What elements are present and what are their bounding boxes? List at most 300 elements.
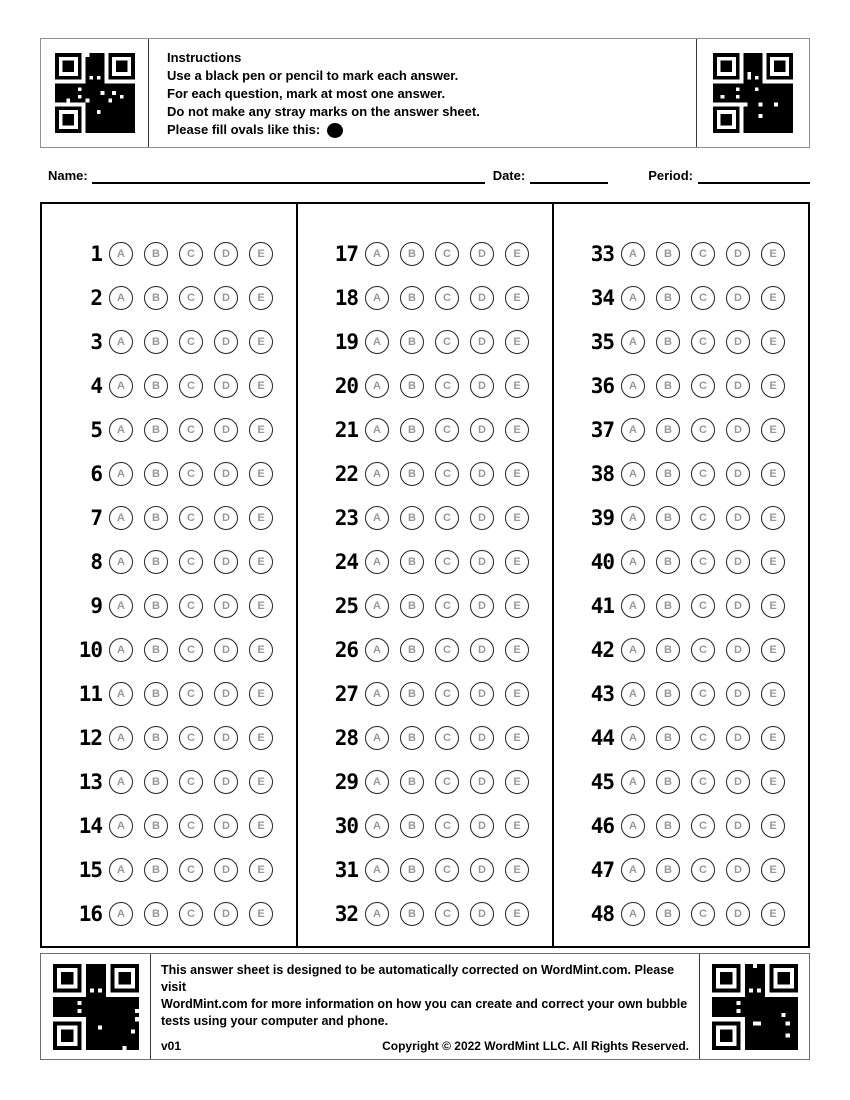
bubble-q29-B[interactable]: [400, 770, 424, 794]
bubble-q34-A[interactable]: [621, 286, 645, 310]
bubble-q45-C[interactable]: [691, 770, 715, 794]
bubble-q19-E[interactable]: [505, 330, 529, 354]
bubble-q38-C[interactable]: [691, 462, 715, 486]
bubble-q22-A[interactable]: [365, 462, 389, 486]
bubble-q43-B[interactable]: [656, 682, 680, 706]
bubble-q7-B[interactable]: [144, 506, 168, 530]
bubble-q48-D[interactable]: [726, 902, 750, 926]
bubble-q17-E[interactable]: [505, 242, 529, 266]
bubble-letter: A: [629, 863, 637, 876]
bubble-q25-B[interactable]: [400, 594, 424, 618]
bubble-q41-D[interactable]: [726, 594, 750, 618]
bubble-q46-E[interactable]: [761, 814, 785, 838]
bubble-q13-B[interactable]: [144, 770, 168, 794]
bubble-q38-A[interactable]: [621, 462, 645, 486]
bubble-q44-B[interactable]: [656, 726, 680, 750]
bubble-q36-A[interactable]: [621, 374, 645, 398]
bubble-q26-B[interactable]: [400, 638, 424, 662]
bubble-q36-B[interactable]: [656, 374, 680, 398]
bubble-letter: B: [664, 819, 672, 832]
bubble-q28-C[interactable]: [435, 726, 459, 750]
bubble-q19-B[interactable]: [400, 330, 424, 354]
bubble-q5-C[interactable]: [179, 418, 203, 442]
bubble-q36-D[interactable]: [726, 374, 750, 398]
bubble-letter: D: [222, 687, 230, 700]
bubble-q26-D[interactable]: [470, 638, 494, 662]
name-field[interactable]: [92, 169, 485, 184]
bubble-q30-B[interactable]: [400, 814, 424, 838]
bubble-q31-E[interactable]: [505, 858, 529, 882]
bubble-q41-B[interactable]: [656, 594, 680, 618]
bubble-letter: A: [373, 819, 381, 832]
bubble-q24-C[interactable]: [435, 550, 459, 574]
bubble-q10-D[interactable]: [214, 638, 238, 662]
bubble-q32-A[interactable]: [365, 902, 389, 926]
bubble-q1-D[interactable]: [214, 242, 238, 266]
bubble-q21-E[interactable]: [505, 418, 529, 442]
bubble-q13-C[interactable]: [179, 770, 203, 794]
bubble-q41-E[interactable]: [761, 594, 785, 618]
bubble-q13-A[interactable]: [109, 770, 133, 794]
bubble-q14-C[interactable]: [179, 814, 203, 838]
bubble-q36-E[interactable]: [761, 374, 785, 398]
bubble-q6-A[interactable]: [109, 462, 133, 486]
bubble-q20-E[interactable]: [505, 374, 529, 398]
bubble-q12-A[interactable]: [109, 726, 133, 750]
question-row-40: [554, 540, 808, 584]
bubble-q13-D[interactable]: [214, 770, 238, 794]
question-number: 18: [334, 286, 358, 310]
bubble-q19-D[interactable]: [470, 330, 494, 354]
date-field[interactable]: [530, 169, 608, 184]
bubble-q46-A[interactable]: [621, 814, 645, 838]
bubble-letter: C: [443, 335, 451, 348]
bubble-q27-B[interactable]: [400, 682, 424, 706]
bubble-q9-D[interactable]: [214, 594, 238, 618]
bubble-q47-B[interactable]: [656, 858, 680, 882]
bubble-q30-E[interactable]: [505, 814, 529, 838]
bubble-q44-D[interactable]: [726, 726, 750, 750]
bubble-q7-D[interactable]: [214, 506, 238, 530]
bubble-q28-D[interactable]: [470, 726, 494, 750]
bubble-q12-D[interactable]: [214, 726, 238, 750]
question-number: 12: [78, 726, 102, 750]
bubble-q31-C[interactable]: [435, 858, 459, 882]
bubble-q24-E[interactable]: [505, 550, 529, 574]
bubble-letter: B: [664, 379, 672, 392]
bubble-q25-C[interactable]: [435, 594, 459, 618]
bubble-q4-D[interactable]: [214, 374, 238, 398]
bubble-letter: C: [699, 687, 707, 700]
bubble-q47-C[interactable]: [691, 858, 715, 882]
bubble-q25-D[interactable]: [470, 594, 494, 618]
bubble-q46-D[interactable]: [726, 814, 750, 838]
bubble-q10-E[interactable]: [249, 638, 273, 662]
bubble-q39-B[interactable]: [656, 506, 680, 530]
bubble-q11-D[interactable]: [214, 682, 238, 706]
bubble-letter: C: [187, 379, 195, 392]
bubble-q41-C[interactable]: [691, 594, 715, 618]
bubble-q33-E[interactable]: [761, 242, 785, 266]
bubble-q1-C[interactable]: [179, 242, 203, 266]
bubble-letter: A: [373, 687, 381, 700]
bubble-q14-A[interactable]: [109, 814, 133, 838]
bubble-q1-A[interactable]: [109, 242, 133, 266]
footer-line-3: tests using your computer and phone.: [161, 1014, 389, 1028]
bubble-q8-A[interactable]: [109, 550, 133, 574]
bubble-q2-B[interactable]: [144, 286, 168, 310]
bubble-q41-A[interactable]: [621, 594, 645, 618]
bubble-q31-D[interactable]: [470, 858, 494, 882]
bubble-q17-C[interactable]: [435, 242, 459, 266]
bubble-letter: B: [408, 599, 416, 612]
bubble-q2-A[interactable]: [109, 286, 133, 310]
bubble-q9-C[interactable]: [179, 594, 203, 618]
bubble-q46-B[interactable]: [656, 814, 680, 838]
qr-cell-top-right: [696, 39, 809, 147]
bubble-q15-C[interactable]: [179, 858, 203, 882]
bubble-q28-B[interactable]: [400, 726, 424, 750]
bubble-q27-E[interactable]: [505, 682, 529, 706]
bubble-q10-B[interactable]: [144, 638, 168, 662]
bubble-q18-D[interactable]: [470, 286, 494, 310]
bubble-letter: C: [699, 599, 707, 612]
bubble-q7-A[interactable]: [109, 506, 133, 530]
bubble-q25-A[interactable]: [365, 594, 389, 618]
bubble-q33-D[interactable]: [726, 242, 750, 266]
bubble-q36-C[interactable]: [691, 374, 715, 398]
bubble-q6-E[interactable]: [249, 462, 273, 486]
bubble-q11-B[interactable]: [144, 682, 168, 706]
bubble-q2-D[interactable]: [214, 286, 238, 310]
period-label: Period:: [648, 168, 693, 183]
bubble-letter: B: [152, 555, 160, 568]
bubble-q26-E[interactable]: [505, 638, 529, 662]
question-number: 21: [334, 418, 358, 442]
question-number: 34: [590, 286, 614, 310]
bubble-q31-B[interactable]: [400, 858, 424, 882]
bubble-q35-B[interactable]: [656, 330, 680, 354]
bubble-q6-C[interactable]: [179, 462, 203, 486]
bubble-letter: B: [152, 247, 160, 260]
bubble-q23-C[interactable]: [435, 506, 459, 530]
bubble-q30-D[interactable]: [470, 814, 494, 838]
question-number: 5: [90, 418, 102, 442]
bubble-q44-E[interactable]: [761, 726, 785, 750]
bubble-q12-E[interactable]: [249, 726, 273, 750]
bubble-q39-D[interactable]: [726, 506, 750, 530]
bubble-q21-C[interactable]: [435, 418, 459, 442]
bubble-q33-A[interactable]: [621, 242, 645, 266]
bubble-q37-B[interactable]: [656, 418, 680, 442]
bubble-q48-E[interactable]: [761, 902, 785, 926]
bubble-q21-B[interactable]: [400, 418, 424, 442]
bubble-q42-B[interactable]: [656, 638, 680, 662]
question-row-29: [298, 760, 552, 804]
bubble-q45-D[interactable]: [726, 770, 750, 794]
bubble-letter: A: [117, 907, 125, 920]
bubble-q22-C[interactable]: [435, 462, 459, 486]
bubble-q30-C[interactable]: [435, 814, 459, 838]
bubble-q23-B[interactable]: [400, 506, 424, 530]
bubble-q16-D[interactable]: [214, 902, 238, 926]
question-row-18: [298, 276, 552, 320]
bubble-q17-D[interactable]: [470, 242, 494, 266]
bubble-q8-D[interactable]: [214, 550, 238, 574]
bubble-q48-B[interactable]: [656, 902, 680, 926]
bubble-q29-A[interactable]: [365, 770, 389, 794]
bubble-q5-D[interactable]: [214, 418, 238, 442]
bubble-q20-A[interactable]: [365, 374, 389, 398]
bubble-q9-E[interactable]: [249, 594, 273, 618]
bubble-q8-C[interactable]: [179, 550, 203, 574]
bubble-q4-A[interactable]: [109, 374, 133, 398]
bubble-q17-A[interactable]: [365, 242, 389, 266]
question-number: 44: [590, 726, 614, 750]
bubble-q38-E[interactable]: [761, 462, 785, 486]
bubble-q23-A[interactable]: [365, 506, 389, 530]
bubble-q48-A[interactable]: [621, 902, 645, 926]
bubble-q40-A[interactable]: [621, 550, 645, 574]
bubble-q2-E[interactable]: [249, 286, 273, 310]
bubble-q37-E[interactable]: [761, 418, 785, 442]
question-row-9: [42, 584, 296, 628]
bubble-q5-A[interactable]: [109, 418, 133, 442]
bubble-q37-C[interactable]: [691, 418, 715, 442]
bubble-letter: B: [152, 863, 160, 876]
bubble-q4-C[interactable]: [179, 374, 203, 398]
bubble-q6-D[interactable]: [214, 462, 238, 486]
question-row-24: [298, 540, 552, 584]
bubble-q40-E[interactable]: [761, 550, 785, 574]
bubble-q3-A[interactable]: [109, 330, 133, 354]
bubble-letter: A: [117, 643, 125, 656]
bubble-q45-B[interactable]: [656, 770, 680, 794]
bubble-letter: E: [257, 291, 265, 304]
bubble-q9-A[interactable]: [109, 594, 133, 618]
bubble-letter: C: [699, 291, 707, 304]
bubble-q42-C[interactable]: [691, 638, 715, 662]
bubble-q19-A[interactable]: [365, 330, 389, 354]
bubble-q3-B[interactable]: [144, 330, 168, 354]
bubble-q27-A[interactable]: [365, 682, 389, 706]
bubble-q15-A[interactable]: [109, 858, 133, 882]
bubble-q14-D[interactable]: [214, 814, 238, 838]
bubble-q14-B[interactable]: [144, 814, 168, 838]
bubble-q4-B[interactable]: [144, 374, 168, 398]
bubble-q39-A[interactable]: [621, 506, 645, 530]
bubble-q2-C[interactable]: [179, 286, 203, 310]
bubble-q33-B[interactable]: [656, 242, 680, 266]
bubble-q1-E[interactable]: [249, 242, 273, 266]
bubble-q16-E[interactable]: [249, 902, 273, 926]
question-number: 40: [590, 550, 614, 574]
bubble-q39-E[interactable]: [761, 506, 785, 530]
bubble-q37-D[interactable]: [726, 418, 750, 442]
footer-panel: [40, 953, 810, 1060]
bubble-q10-C[interactable]: [179, 638, 203, 662]
bubble-q35-C[interactable]: [691, 330, 715, 354]
bubble-letter: D: [734, 247, 742, 260]
bubble-q26-A[interactable]: [365, 638, 389, 662]
bubble-q24-D[interactable]: [470, 550, 494, 574]
bubble-q15-B[interactable]: [144, 858, 168, 882]
bubble-letter: E: [513, 643, 521, 656]
bubble-q33-C[interactable]: [691, 242, 715, 266]
bubble-q8-E[interactable]: [249, 550, 273, 574]
bubble-q22-B[interactable]: [400, 462, 424, 486]
bubble-q8-B[interactable]: [144, 550, 168, 574]
question-number: 6: [90, 462, 102, 486]
bubble-q21-A[interactable]: [365, 418, 389, 442]
bubble-q11-C[interactable]: [179, 682, 203, 706]
bubble-q44-A[interactable]: [621, 726, 645, 750]
bubble-letter: A: [117, 731, 125, 744]
bubble-letter: D: [478, 467, 486, 480]
bubble-q47-D[interactable]: [726, 858, 750, 882]
bubble-q3-C[interactable]: [179, 330, 203, 354]
bubble-q34-C[interactable]: [691, 286, 715, 310]
bubble-q20-D[interactable]: [470, 374, 494, 398]
bubble-q45-E[interactable]: [761, 770, 785, 794]
bubble-q10-A[interactable]: [109, 638, 133, 662]
bubble-q29-E[interactable]: [505, 770, 529, 794]
bubble-q30-A[interactable]: [365, 814, 389, 838]
bubble-q38-D[interactable]: [726, 462, 750, 486]
question-number: 37: [590, 418, 614, 442]
bubble-q43-E[interactable]: [761, 682, 785, 706]
bubble-q40-D[interactable]: [726, 550, 750, 574]
bubble-q43-A[interactable]: [621, 682, 645, 706]
bubble-q47-E[interactable]: [761, 858, 785, 882]
question-number: 35: [590, 330, 614, 354]
bubble-q46-C[interactable]: [691, 814, 715, 838]
bubble-q12-C[interactable]: [179, 726, 203, 750]
bubble-q9-B[interactable]: [144, 594, 168, 618]
bubble-q26-C[interactable]: [435, 638, 459, 662]
bubble-q39-C[interactable]: [691, 506, 715, 530]
bubble-q22-E[interactable]: [505, 462, 529, 486]
question-number: 23: [334, 506, 358, 530]
bubble-q12-B[interactable]: [144, 726, 168, 750]
bubble-q15-D[interactable]: [214, 858, 238, 882]
bubble-q18-B[interactable]: [400, 286, 424, 310]
bubble-q18-C[interactable]: [435, 286, 459, 310]
bubble-q19-C[interactable]: [435, 330, 459, 354]
bubble-q35-D[interactable]: [726, 330, 750, 354]
bubble-q32-B[interactable]: [400, 902, 424, 926]
bubble-letter: C: [187, 511, 195, 524]
bubble-letter: C: [187, 247, 195, 260]
bubble-q3-D[interactable]: [214, 330, 238, 354]
bubble-q34-E[interactable]: [761, 286, 785, 310]
bubble-q14-E[interactable]: [249, 814, 273, 838]
bubble-q29-D[interactable]: [470, 770, 494, 794]
bubble-q24-B[interactable]: [400, 550, 424, 574]
bubble-q28-A[interactable]: [365, 726, 389, 750]
bubble-q38-B[interactable]: [656, 462, 680, 486]
bubble-q16-A[interactable]: [109, 902, 133, 926]
fill-example-label: Please fill ovals like this:: [167, 122, 321, 137]
bubble-q43-C[interactable]: [691, 682, 715, 706]
bubble-q20-B[interactable]: [400, 374, 424, 398]
bubble-q18-A[interactable]: [365, 286, 389, 310]
bubble-q25-E[interactable]: [505, 594, 529, 618]
bubble-q22-D[interactable]: [470, 462, 494, 486]
bubble-q6-B[interactable]: [144, 462, 168, 486]
period-field[interactable]: [698, 169, 810, 184]
question-row-3: [42, 320, 296, 364]
bubble-q17-B[interactable]: [400, 242, 424, 266]
bubble-letter: B: [152, 423, 160, 436]
bubble-q48-C[interactable]: [691, 902, 715, 926]
bubble-q32-E[interactable]: [505, 902, 529, 926]
bubble-q32-D[interactable]: [470, 902, 494, 926]
bubble-q28-E[interactable]: [505, 726, 529, 750]
question-number: 17: [334, 242, 358, 266]
question-number: 25: [334, 594, 358, 618]
bubble-q43-D[interactable]: [726, 682, 750, 706]
bubble-letter: E: [769, 731, 777, 744]
bubble-q34-D[interactable]: [726, 286, 750, 310]
bubble-q27-D[interactable]: [470, 682, 494, 706]
bubble-q27-C[interactable]: [435, 682, 459, 706]
bubble-q35-A[interactable]: [621, 330, 645, 354]
bubble-q29-C[interactable]: [435, 770, 459, 794]
bubble-letter: E: [769, 643, 777, 656]
bubble-q23-D[interactable]: [470, 506, 494, 530]
bubble-q1-B[interactable]: [144, 242, 168, 266]
bubble-q45-A[interactable]: [621, 770, 645, 794]
bubble-letter: C: [699, 423, 707, 436]
bubble-q42-E[interactable]: [761, 638, 785, 662]
bubble-q18-E[interactable]: [505, 286, 529, 310]
bubble-q40-C[interactable]: [691, 550, 715, 574]
bubble-q40-B[interactable]: [656, 550, 680, 574]
bubble-q42-D[interactable]: [726, 638, 750, 662]
bubble-q32-C[interactable]: [435, 902, 459, 926]
bubble-q16-B[interactable]: [144, 902, 168, 926]
bubble-q7-C[interactable]: [179, 506, 203, 530]
bubble-q31-A[interactable]: [365, 858, 389, 882]
bubble-q15-E[interactable]: [249, 858, 273, 882]
bubble-letter: B: [152, 379, 160, 392]
bubble-q47-A[interactable]: [621, 858, 645, 882]
bubble-letter: E: [257, 775, 265, 788]
bubble-q5-B[interactable]: [144, 418, 168, 442]
bubble-q11-A[interactable]: [109, 682, 133, 706]
bubble-q7-E[interactable]: [249, 506, 273, 530]
bubble-q23-E[interactable]: [505, 506, 529, 530]
bubble-q24-A[interactable]: [365, 550, 389, 574]
bubble-q20-C[interactable]: [435, 374, 459, 398]
bubble-q3-E[interactable]: [249, 330, 273, 354]
bubble-q16-C[interactable]: [179, 902, 203, 926]
bubble-q44-C[interactable]: [691, 726, 715, 750]
bubble-letter: D: [734, 511, 742, 524]
bubble-q13-E[interactable]: [249, 770, 273, 794]
bubble-q5-E[interactable]: [249, 418, 273, 442]
bubble-letter: E: [257, 555, 265, 568]
bubble-q11-E[interactable]: [249, 682, 273, 706]
bubble-q21-D[interactable]: [470, 418, 494, 442]
bubble-q4-E[interactable]: [249, 374, 273, 398]
bubble-q34-B[interactable]: [656, 286, 680, 310]
bubble-q37-A[interactable]: [621, 418, 645, 442]
bubble-q42-A[interactable]: [621, 638, 645, 662]
bubble-q35-E[interactable]: [761, 330, 785, 354]
bubble-letter: D: [734, 643, 742, 656]
